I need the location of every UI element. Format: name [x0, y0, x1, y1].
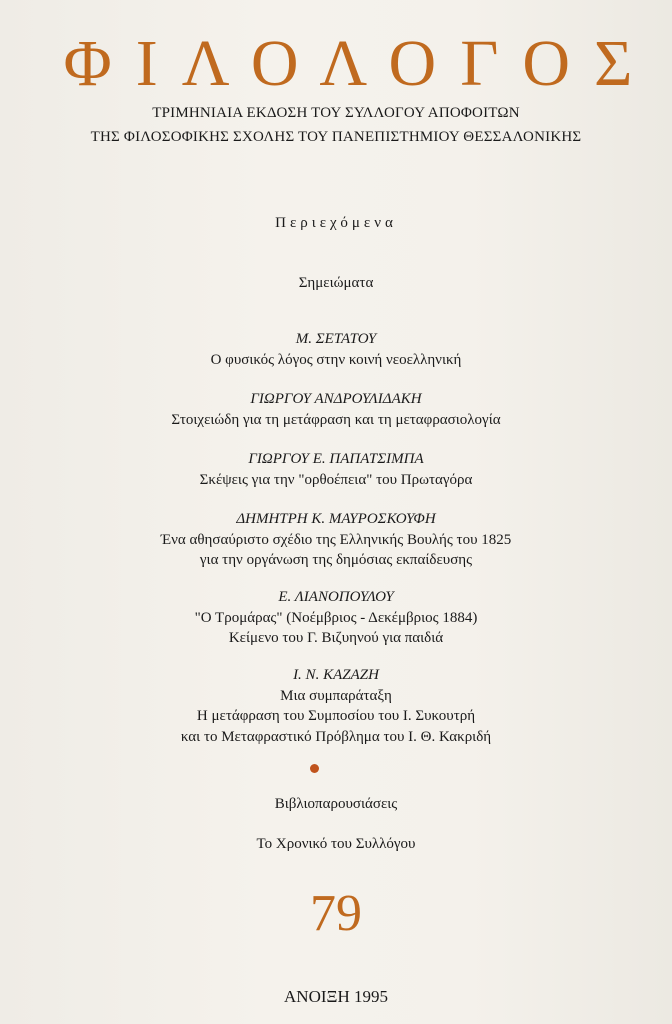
article-title-line: "Ο Τρομάρας" (Νοέμβριος - Δεκέμβριος 1884) — [194, 610, 478, 626]
article-title-line: Ο φυσικός λόγος στην κοινή νεοελληνική — [210, 352, 462, 368]
article-title-line: Στοιχειώδη για τη μετάφραση και τη μεταφρασιολογία — [171, 412, 501, 428]
notes-label: Σημειώματα — [298, 275, 374, 291]
article-author: ΔΗΜΗΤΡΗ Κ. ΜΑΥΡΟΣΚΟΥΦΗ — [236, 511, 436, 527]
article-author: ΓΙΩΡΓΟΥ Ε. ΠΑΠΑΤΣΙΜΠΑ — [248, 451, 424, 467]
subtitle-line-2: ΤΗΣ ΦΙΛΟΣΟΦΙΚΗΣ ΣΧΟΛΗΣ ΤΟΥ ΠΑΝΕΠΙΣΤΗΜΙΟΥ ΘΕΣΣΑΛΟΝΙΚΗΣ — [90, 129, 582, 145]
article-author: ΓΙΩΡΓΟΥ ΑΝΔΡΟΥΛΙΔΑΚΗ — [250, 391, 422, 407]
article-author: Μ. ΣΕΤΑΤΟΥ — [295, 331, 377, 347]
reviews-label: Βιβλιοπαρουσιάσεις — [274, 796, 398, 812]
article-title-line: Μια συμπαράταξη — [280, 688, 392, 704]
article-title-line: Ένα αθησαύριστο σχέδιο της Ελληνικής Βουλής του 1825 — [160, 532, 512, 548]
article-title-line: Σκέψεις για την "ορθοέπεια" του Πρωταγόρα — [199, 472, 473, 488]
chronicle-label: Το Χρονικό του Συλλόγου — [256, 836, 416, 852]
issue-number: 79 — [310, 885, 362, 942]
journal-title: ΦΙΛΟΛΟΓΟΣ — [63, 27, 657, 100]
issue-season: ΑΝΟΙΞΗ 1995 — [284, 987, 388, 1006]
contents-heading: Περιεχόμενα — [275, 215, 397, 231]
article-title-line: Η μετάφραση του Συμποσίου του Ι. Συκουτρή — [196, 708, 476, 724]
article-author: Ε. ΛΙΑΝΟΠΟΥΛΟΥ — [278, 589, 394, 605]
separator-dot — [310, 764, 319, 773]
article-title-line: Κείμενο του Γ. Βιζυηνού για παιδιά — [228, 630, 444, 646]
article-author: Ι. Ν. ΚΑΖΑΖΗ — [293, 667, 379, 683]
article-title-line: και το Μεταφραστικό Πρόβλημα του Ι. Θ. Κακριδή — [180, 729, 492, 745]
subtitle-line-1: ΤΡΙΜΗΝΙΑΙΑ ΕΚΔΟΣΗ ΤΟΥ ΣΥΛΛΟΓΟΥ ΑΠΟΦΟΙΤΩΝ — [152, 105, 520, 121]
article-title-line: για την οργάνωση της δημόσιας εκπαίδευσης — [199, 552, 473, 568]
